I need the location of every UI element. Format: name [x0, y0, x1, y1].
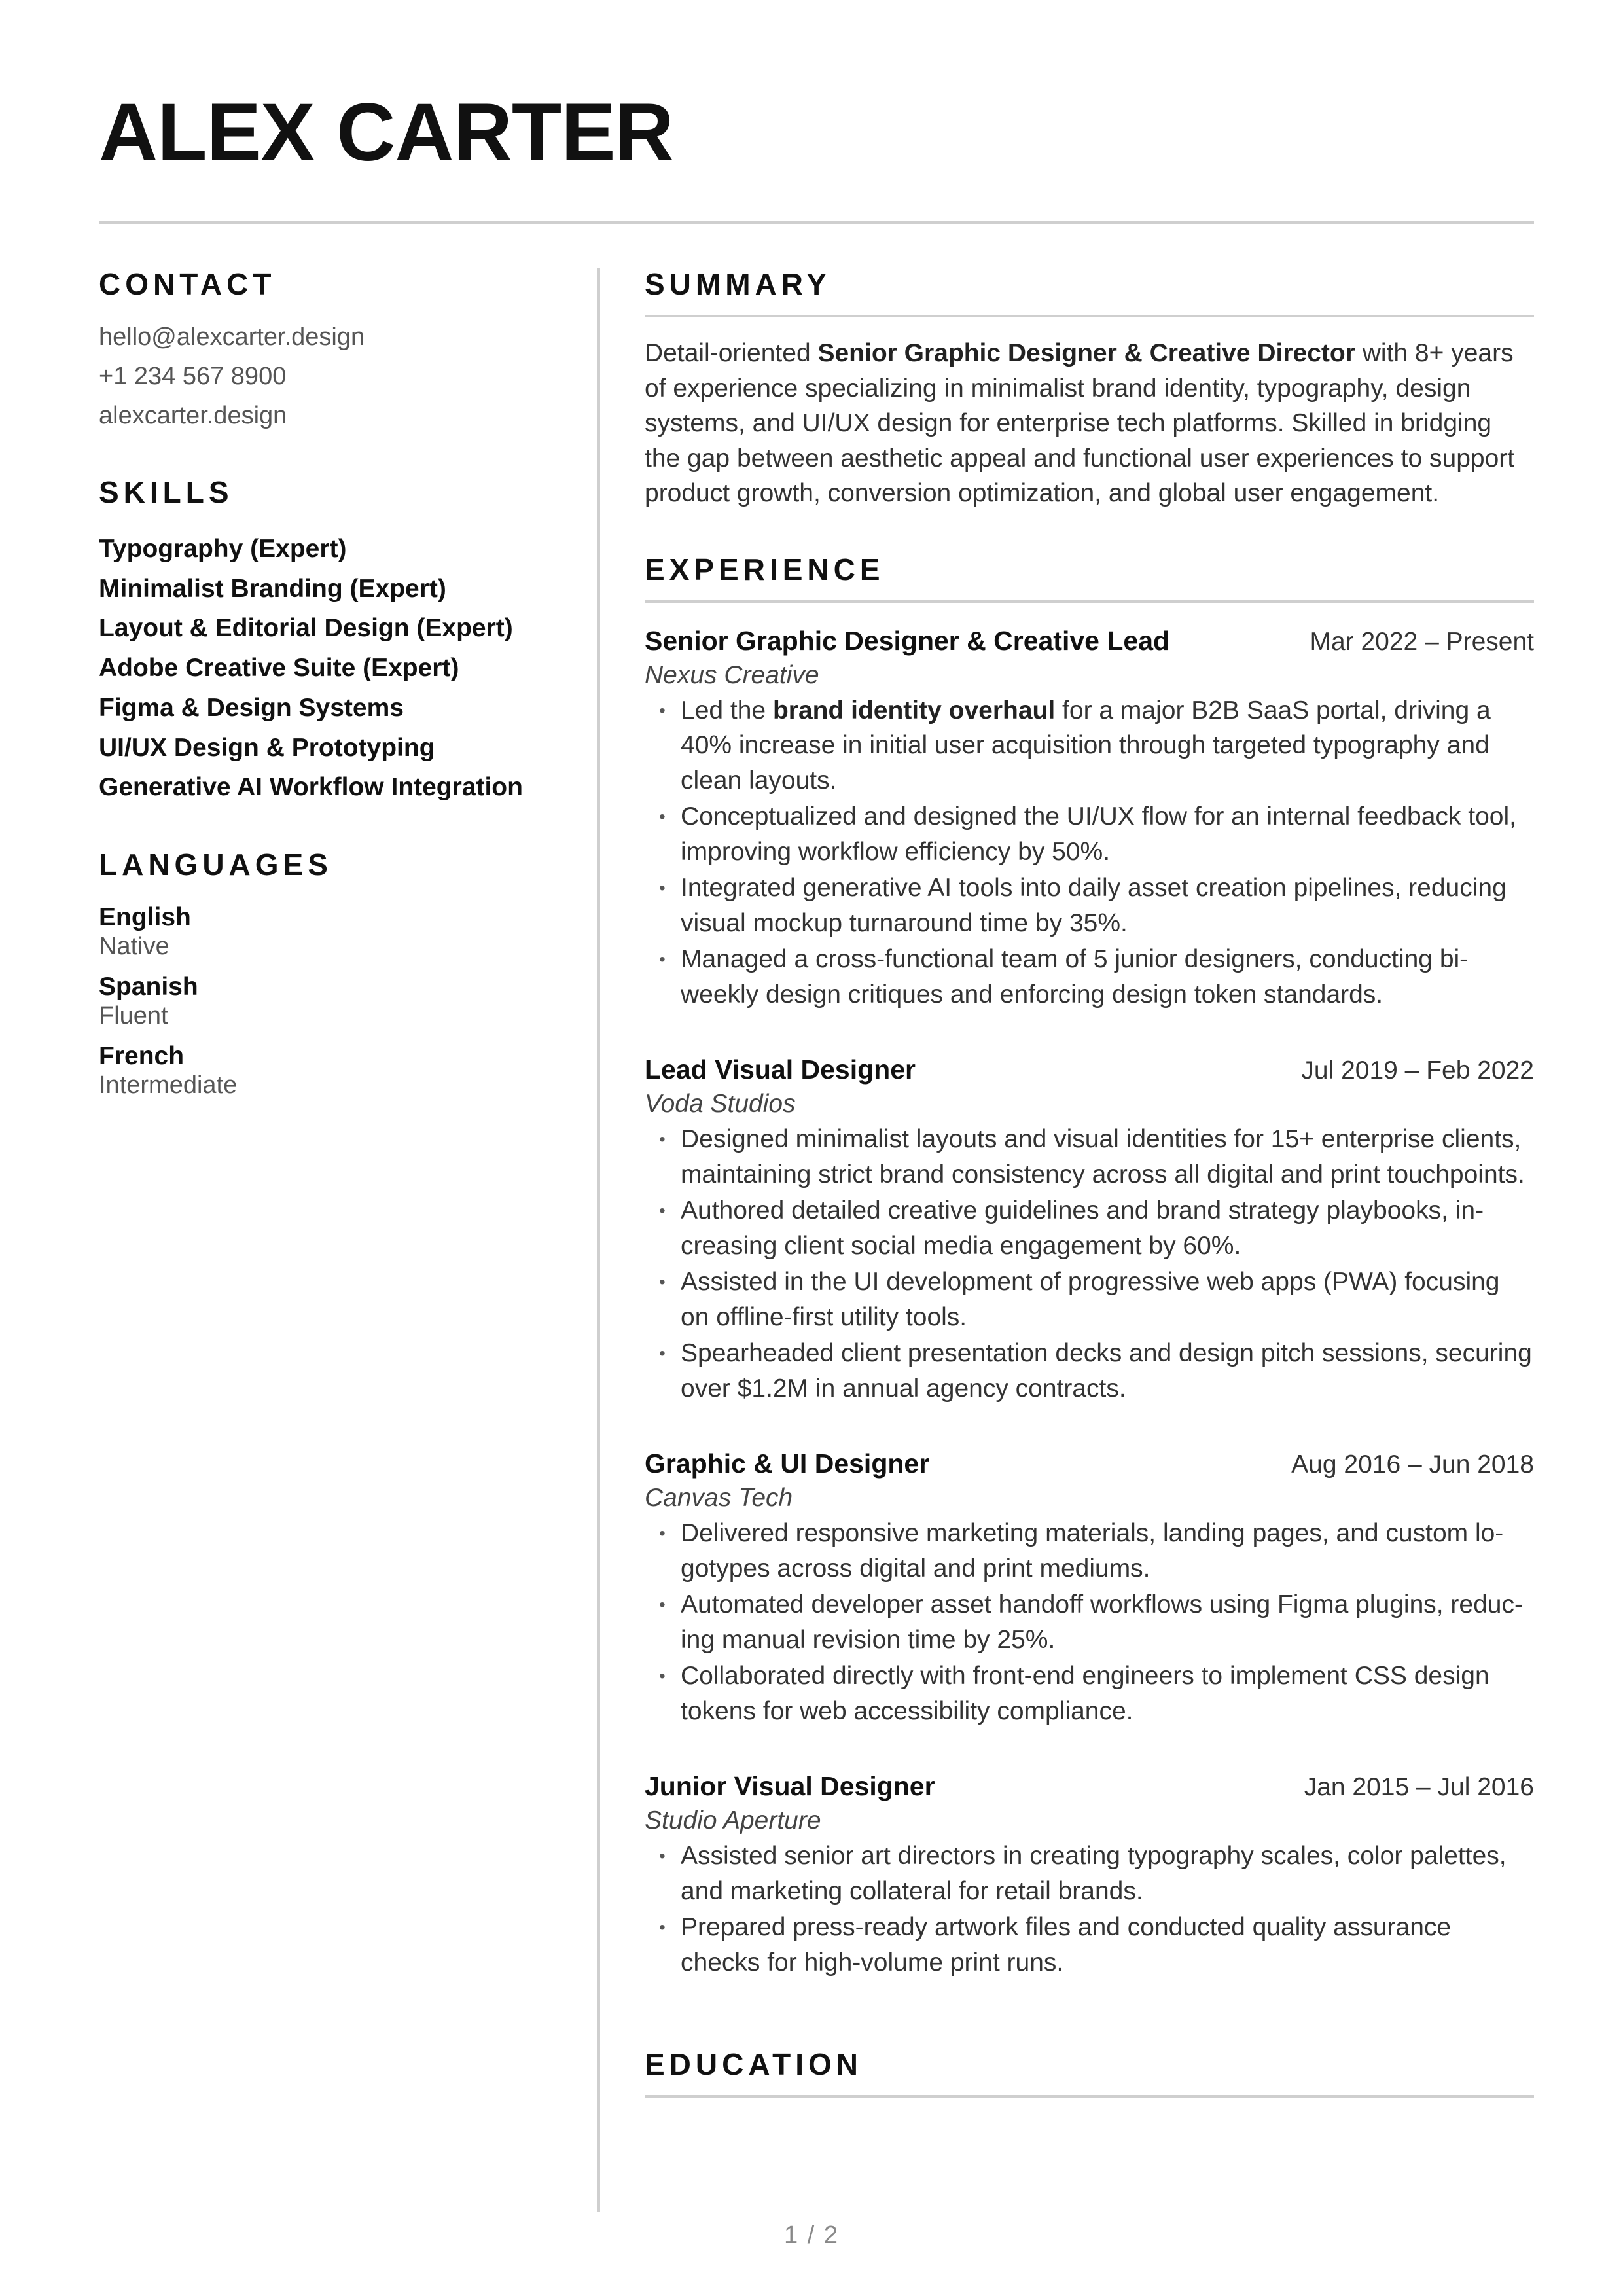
language-item	[99, 1042, 570, 1100]
job-bullet: • Assisted in the UI development of progressive web apps (PWA) focusing on offline-first utility tools.	[645, 1265, 1534, 1335]
language-level: Intermediate	[99, 1071, 238, 1099]
job-bullet: • Collaborated directly with front-end engineers to implement CSS design tokens for web accessibility compliance.	[645, 1659, 1534, 1729]
summary-heading: SUMMARY	[645, 267, 831, 301]
job-header	[645, 1446, 1534, 1482]
bullet-rest: for a major B2B SaaS portal, driving a 40% increase in initial user acquisition through targeted typography and clean layouts.	[681, 696, 1491, 795]
job-bullet: • Authored detailed creative guidelines and brand strategy playbooks, in-creasing client social media engagement by 60%.	[645, 1193, 1534, 1263]
experience-heading: EXPERIENCE	[645, 552, 885, 586]
summary-divider	[645, 315, 1534, 317]
contact-phone[interactable]: +1 234 567 8900	[99, 363, 287, 390]
summary-text	[645, 336, 1534, 511]
skill-item: Layout & Editorial Design (Expert)	[99, 614, 513, 643]
education-heading: EDUCATION	[645, 2047, 863, 2081]
job-entry	[645, 1052, 1534, 1406]
job-dates: Mar 2022 – Present	[1310, 627, 1534, 656]
job-dates: Aug 2016 – Jun 2018	[1291, 1450, 1534, 1479]
job-company: Voda Studios	[645, 1090, 796, 1118]
education-divider	[645, 2095, 1534, 2098]
job-bullets	[645, 1516, 1534, 1729]
contact-heading: CONTACT	[99, 267, 276, 301]
job-header	[645, 1769, 1534, 1804]
skill-item: Typography (Expert)	[99, 535, 347, 563]
left-column	[99, 265, 570, 1111]
job-bullet: • Integrated generative AI tools into daily asset creation pipelines, reducing visual mockup turnaround time by 35%.	[645, 870, 1534, 941]
languages-heading: LANGUAGES	[99, 847, 332, 882]
job-company: Nexus Creative	[645, 660, 819, 689]
skills-section	[99, 473, 570, 808]
language-item	[99, 903, 570, 961]
job-bullet: • Delivered responsive marketing materials, landing pages, and custom lo-gotypes across digital and print mediums.	[645, 1516, 1534, 1586]
job-bullet: • Spearheaded client presentation decks and design pitch sessions, securing over $1.2M in annual agency contracts.	[645, 1336, 1534, 1406]
summary-section	[645, 265, 1534, 511]
language-level: Fluent	[99, 1001, 168, 1030]
contact-website[interactable]: alexcarter.design	[99, 402, 287, 429]
job-title: Senior Graphic Designer & Creative Lead	[645, 625, 1170, 656]
job-bullet: • Assisted senior art directors in creating typography scales, color palettes, and marketing collateral for retail brands.	[645, 1839, 1534, 1909]
job-company: Canvas Tech	[645, 1484, 793, 1512]
column-divider	[597, 268, 600, 2212]
summary-role: Senior Graphic Designer & Creative Director	[817, 339, 1355, 367]
job-title: Graphic & UI Designer	[645, 1448, 930, 1479]
summary-lead: Detail-oriented	[645, 339, 818, 367]
job-dates: Jul 2019 – Feb 2022	[1301, 1056, 1534, 1085]
bullet-lead: Led the	[681, 696, 773, 725]
skill-item: UI/UX Design & Prototyping	[99, 733, 435, 762]
job-bullet: • Prepared press-ready artwork files and conducted quality assurance checks for high-volume print runs.	[645, 1910, 1534, 1980]
job-bullet	[645, 693, 1534, 798]
job-entry	[645, 1769, 1534, 1980]
job-bullet: • Designed minimalist layouts and visual identities for 15+ enterprise clients, maintaining strict brand consistency across all digital and print touchpoints.	[645, 1122, 1534, 1192]
contact-email[interactable]: hello@alexcarter.design	[99, 323, 365, 351]
job-dates: Jan 2015 – Jul 2016	[1304, 1773, 1534, 1801]
job-bullets	[645, 693, 1534, 1013]
candidate-name: ALEX CARTER	[99, 87, 673, 178]
experience-section	[645, 550, 1534, 1981]
header-divider	[99, 221, 1534, 224]
language-name: French	[99, 1041, 185, 1070]
job-title: Junior Visual Designer	[645, 1771, 935, 1801]
languages-list	[99, 903, 570, 1100]
language-level: Native	[99, 932, 169, 960]
right-column	[645, 265, 1534, 2098]
job-title: Lead Visual Designer	[645, 1054, 916, 1085]
languages-section	[99, 846, 570, 1100]
skill-item: Generative AI Workflow Integration	[99, 773, 523, 802]
job-bullet: • Conceptualized and designed the UI/UX flow for an internal feedback tool, improving workflow efficiency by 50%.	[645, 799, 1534, 869]
page-number: 1 / 2	[784, 2221, 839, 2249]
skill-item: Figma & Design Systems	[99, 693, 404, 722]
job-header	[645, 624, 1534, 659]
skill-item: Minimalist Branding (Expert)	[99, 574, 446, 603]
skills-list	[99, 529, 570, 808]
language-item	[99, 973, 570, 1030]
education-section	[645, 2045, 1534, 2098]
language-name: English	[99, 903, 191, 931]
contact-section	[99, 265, 570, 435]
bullet-highlight: brand identity overhaul	[772, 696, 1056, 725]
contact-list	[99, 317, 570, 435]
job-company: Studio Aperture	[645, 1806, 821, 1835]
skills-heading: SKILLS	[99, 475, 234, 509]
experience-divider	[645, 600, 1534, 603]
language-name: Spanish	[99, 972, 198, 1001]
skill-item: Adobe Creative Suite (Expert)	[99, 654, 459, 683]
job-entry	[645, 1446, 1534, 1729]
job-bullets	[645, 1839, 1534, 1980]
job-entry	[645, 624, 1534, 1013]
job-bullet: • Managed a cross-functional team of 5 junior designers, conducting bi-weekly design critiques and enforcing design token standards.	[645, 942, 1534, 1012]
summary-rest: with 8+ years of experience specializing in minimalist brand identity, typography, design systems, and UI/UX design for enterprise tech platforms. Skilled in bridging the gap between aesthetic appeal and functional user experiences to support product growth, conversion optimization, and global user engagement.	[645, 339, 1515, 507]
job-bullets	[645, 1122, 1534, 1406]
job-bullet: • Automated developer asset handoff workflows using Figma plugins, reduc-ing manual revision time by 25%.	[645, 1587, 1534, 1657]
job-header	[645, 1052, 1534, 1088]
